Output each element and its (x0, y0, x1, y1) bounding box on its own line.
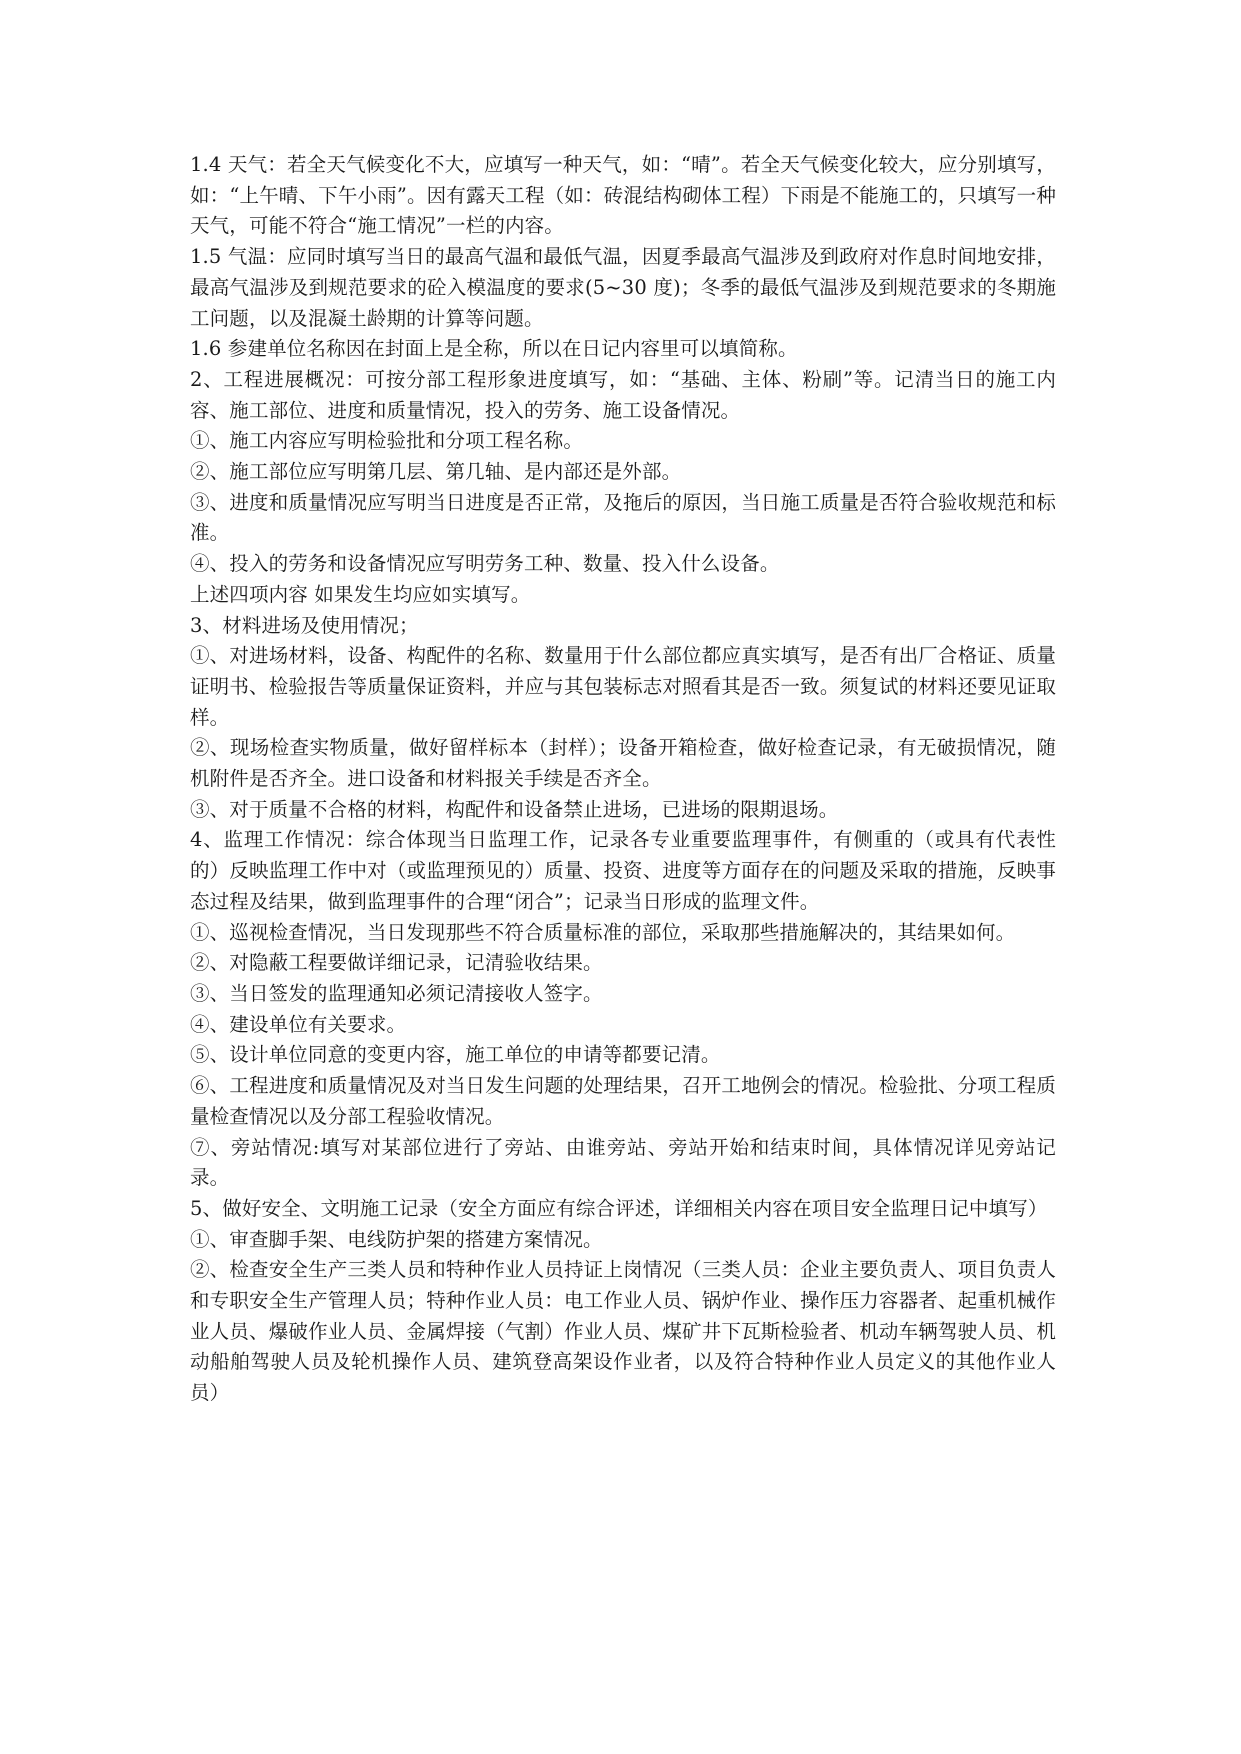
paragraph-4-supervision-work: 4、监理工作情况：综合体现当日监理工作，记录各专业重要监理事件，有侧重的（或具有代表性的）反映监理工作中对（或监理预见的）质量、投资、进度等方面存在的问题及采取的措施，反映事态过程及结果，做到监理事件的合理“闭合”；记录当日形成的监理文件。 (190, 828, 1056, 913)
paragraph-4-item-1: ①、巡视检查情况，当日发现那些不符合质量标准的部位，采取那些措施解决的，其结果如何。 (190, 920, 1016, 944)
paragraph-4-item-6: ⑥、工程进度和质量情况及对当日发生问题的处理结果，召开工地例会的情况。检验批、分项工程质量检查情况以及分部工程验收情况。 (190, 1074, 1056, 1128)
document-body (190, 150, 1056, 1409)
paragraph-4-item-2: ②、对隐蔽工程要做详细记录，记清验收结果。 (190, 951, 603, 975)
paragraph-2-progress-overview: 2、工程进展概况：可按分部工程形象进度填写，如：“基础、主体、粉刷”等。记清当日的施工内容、施工部位、进度和质量情况，投入的劳务、施工设备情况。 (190, 367, 1056, 422)
paragraph-1-5-temperature: 1.5 气温：应同时填写当日的最高气温和最低气温，因夏季最高气温涉及到政府对作息时间地安排，最高气温涉及到规范要求的砼入模温度的要求(5~30 度)；冬季的最低气温涉及到规范要求的冬期施工问题，以及混凝土龄期的计算等问题。 (190, 245, 1056, 330)
paragraph-2-item-3: ③、进度和质量情况应写明当日进度是否正常，及拖后的原因，当日施工质量是否符合验收规范和标准。 (190, 490, 1056, 545)
paragraph-3-item-2: ②、现场检查实物质量，做好留样标本（封样）；设备开箱检查，做好检查记录，有无破损情况，随机附件是否齐全。进口设备和材料报关手续是否齐全。 (190, 736, 1056, 791)
paragraph-5-safety-records: 5、做好安全、文明施工记录（安全方面应有综合评述，详细相关内容在项目安全监理日记中填写） (190, 1196, 1048, 1220)
paragraph-1-4-weather: 1.4 天气：若全天气候变化不大，应填写一种天气，如：“晴”。若全天气候变化较大，应分别填写，如：“上午晴、下午小雨”。因有露天工程（如：砖混结构砌体工程）下雨是不能施工的，只填写一种天气，可能不符合“施工情况”一栏的内容。 (190, 153, 1056, 238)
paragraph-4-item-4: ④、建设单位有关要求。 (190, 1012, 407, 1036)
paragraph-5-item-1: ①、审查脚手架、电线防护架的搭建方案情况。 (190, 1227, 603, 1251)
paragraph-2-summary: 上述四项内容 如果发生均应如实填写。 (190, 582, 531, 606)
paragraph-3-item-3: ③、对于质量不合格的材料，构配件和设备禁止进场，已进场的限期退场。 (190, 797, 839, 821)
paragraph-4-item-3: ③、当日签发的监理通知必须记清接收人签字。 (190, 981, 603, 1005)
paragraph-2-item-2: ②、施工部位应写明第几层、第几轴、是内部还是外部。 (190, 460, 682, 484)
paragraph-3-materials-heading: 3、材料进场及使用情况； (190, 613, 419, 637)
paragraph-3-item-1: ①、对进场材料，设备、构配件的名称、数量用于什么部位都应真实填写，是否有出厂合格证、质量证明书、检验报告等质量保证资料，并应与其包装标志对照看其是否一致。须复试的材料还要见证取样。 (190, 644, 1056, 729)
paragraph-2-item-1: ①、施工内容应写明检验批和分项工程名称。 (190, 429, 584, 453)
paragraph-4-item-5: ⑤、设计单位同意的变更内容，施工单位的申请等都要记清。 (190, 1043, 721, 1067)
paragraph-2-item-4: ④、投入的劳务和设备情况应写明劳务工种、数量、投入什么设备。 (190, 552, 780, 576)
paragraph-5-item-2: ②、检查安全生产三类人员和特种作业人员持证上岗情况（三类人员：企业主要负责人、项目负责人和专职安全生产管理人员；特种作业人员：电工作业人员、锅炉作业、操作压力容器者、起重机械作业人员、爆破作业人员、金属焊接（气割）作业人员、煤矿井下瓦斯检验者、机动车辆驾驶人员、机动船舶驾驶人员及轮机操作人员、建筑登高架设作业者，以及符合特种作业人员定义的其他作业人员） (190, 1258, 1056, 1405)
paragraph-1-6-unit-names: 1.6 参建单位名称因在封面上是全称，所以在日记内容里可以填简称。 (190, 337, 798, 361)
paragraph-4-item-7: ⑦、旁站情况:填写对某部位进行了旁站、由谁旁站、旁站开始和结束时间，具体情况详见旁站记录。 (190, 1135, 1056, 1190)
